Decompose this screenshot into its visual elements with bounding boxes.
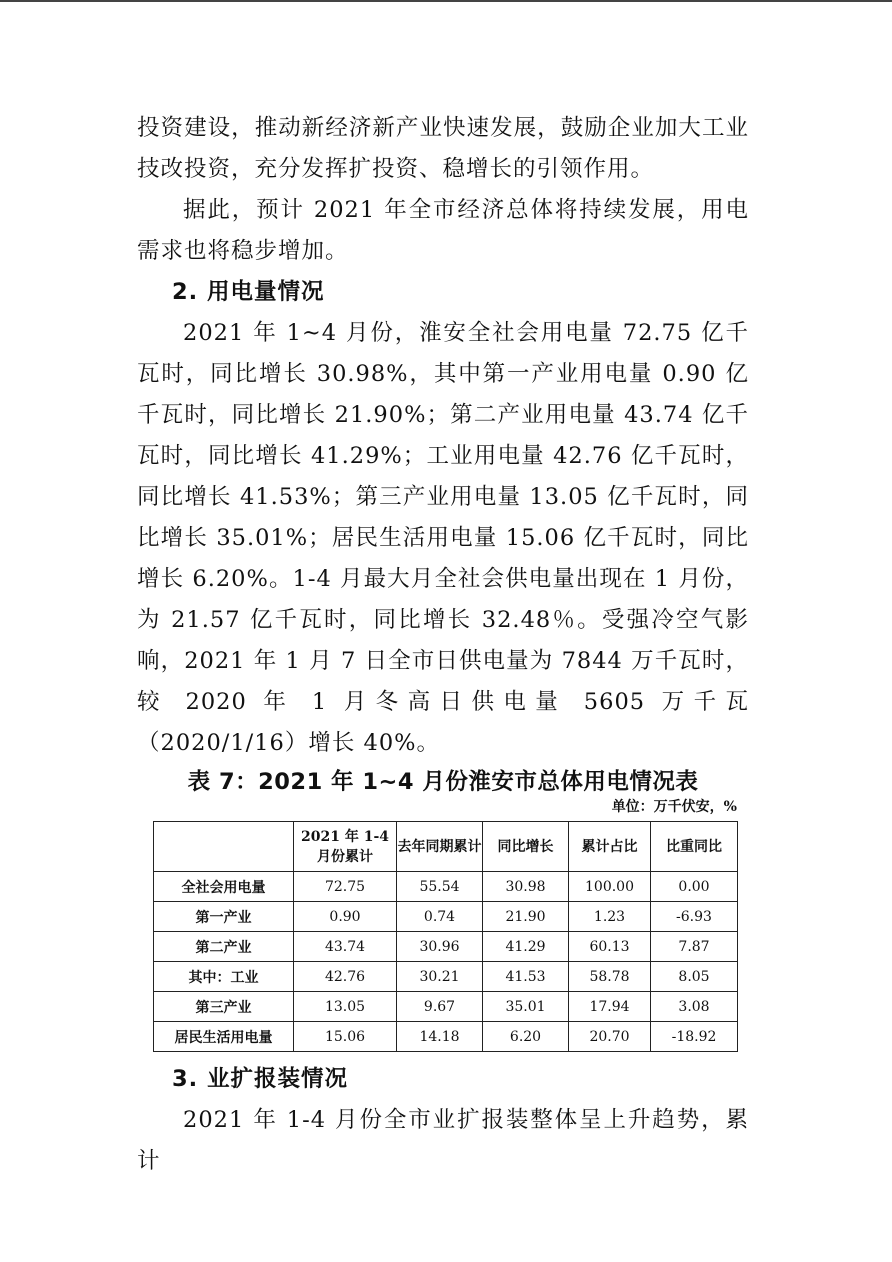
paragraph-usage-details: 2021 年 1~4 月份，淮安全社会用电量 72.75 亿千瓦时，同比增长 30.98%，其中第一产业用电量 0.90 亿千瓦时，同比增长 21.90%；第二产业用电量 43.74 亿千瓦时，同比增长 41.29%；工业用电量 42.76 亿千瓦时，同比增长 41.53%；第三产业用电量 13.05 亿千瓦时，同比增长 35.01%；居民生活用电量 15.06 亿千瓦时，同比增长 6.20%。1-4 月最大月全社会供电量出现在 1 月份，为 21.57 亿千瓦时，同比增长 32.48％。受强冷空气影响，2021 年 1 月 7 日全市日供电量为 7844 万千瓦时，较 2020 年 1 月冬高日供电量 5605 万千瓦（2020/1/16）增长 40%。 <box>137 320 749 756</box>
table-cell: 21.90 <box>483 902 569 932</box>
table-cell: 3.08 <box>651 992 738 1022</box>
table-row <box>154 872 738 902</box>
table-cell: 1.23 <box>569 902 651 932</box>
electricity-usage-table <box>153 821 738 1052</box>
header-cell-ytd-2021: 2021 年 1-4 月份累计 <box>294 822 397 872</box>
section-heading-electricity-usage: 2. 用电量情况 <box>172 279 325 305</box>
row-label: 第三产业 <box>154 992 294 1022</box>
header-cell-share: 累计占比 <box>569 822 651 872</box>
table-row <box>154 902 738 932</box>
table-header-row <box>154 822 738 872</box>
table-cell: 6.20 <box>483 1022 569 1052</box>
table-cell: 8.05 <box>651 962 738 992</box>
table-unit-note: 单位：万千伏安，% <box>611 799 737 815</box>
row-label: 全社会用电量 <box>154 872 294 902</box>
table-cell: 43.74 <box>294 932 397 962</box>
document-page <box>137 108 749 1182</box>
table-cell: 58.78 <box>569 962 651 992</box>
paragraph-business-expansion: 2021 年 1-4 月份全市业扩报装整体呈上升趋势，累计 <box>137 1107 749 1174</box>
table-cell: 72.75 <box>294 872 397 902</box>
table-cell: 0.74 <box>397 902 483 932</box>
header-cell-yoy-growth: 同比增长 <box>483 822 569 872</box>
table-cell: 14.18 <box>397 1022 483 1052</box>
header-cell-category <box>154 822 294 872</box>
paragraph-forecast: 据此，预计 2021 年全市经济总体将持续发展，用电需求也将稳步增加。 <box>137 197 749 264</box>
table-caption: 表 7：2021 年 1~4 月份淮安市总体用电情况表 <box>187 769 699 795</box>
table-row <box>154 962 738 992</box>
table-cell: 0.00 <box>651 872 738 902</box>
table-cell: 15.06 <box>294 1022 397 1052</box>
paragraph-investment: 投资建设，推动新经济新产业快速发展，鼓励企业加大工业技改投资，充分发挥扩投资、稳增长的引领作用。 <box>137 115 749 182</box>
row-label: 第二产业 <box>154 932 294 962</box>
table-cell: 17.94 <box>569 992 651 1022</box>
table-cell: 0.90 <box>294 902 397 932</box>
section-heading-business-expansion: 3. 业扩报装情况 <box>172 1066 349 1092</box>
page-top-border <box>0 0 892 2</box>
table-cell: 30.98 <box>483 872 569 902</box>
table-cell: -6.93 <box>651 902 738 932</box>
table-row <box>154 932 738 962</box>
table-cell: 30.21 <box>397 962 483 992</box>
table-cell: 35.01 <box>483 992 569 1022</box>
row-label: 居民生活用电量 <box>154 1022 294 1052</box>
table-cell: 41.53 <box>483 962 569 992</box>
table-row <box>154 1022 738 1052</box>
table-cell: 41.29 <box>483 932 569 962</box>
table-cell: 100.00 <box>569 872 651 902</box>
table-cell: 20.70 <box>569 1022 651 1052</box>
row-label: 第一产业 <box>154 902 294 932</box>
table-cell: 60.13 <box>569 932 651 962</box>
header-cell-prior-year: 去年同期累计 <box>397 822 483 872</box>
table-cell: 13.05 <box>294 992 397 1022</box>
table-cell: 9.67 <box>397 992 483 1022</box>
table-cell: -18.92 <box>651 1022 738 1052</box>
table-cell: 42.76 <box>294 962 397 992</box>
table-cell: 7.87 <box>651 932 738 962</box>
table-cell: 55.54 <box>397 872 483 902</box>
header-cell-share-change: 比重同比 <box>651 822 738 872</box>
table-row <box>154 992 738 1022</box>
table-cell: 30.96 <box>397 932 483 962</box>
row-label: 其中：工业 <box>154 962 294 992</box>
